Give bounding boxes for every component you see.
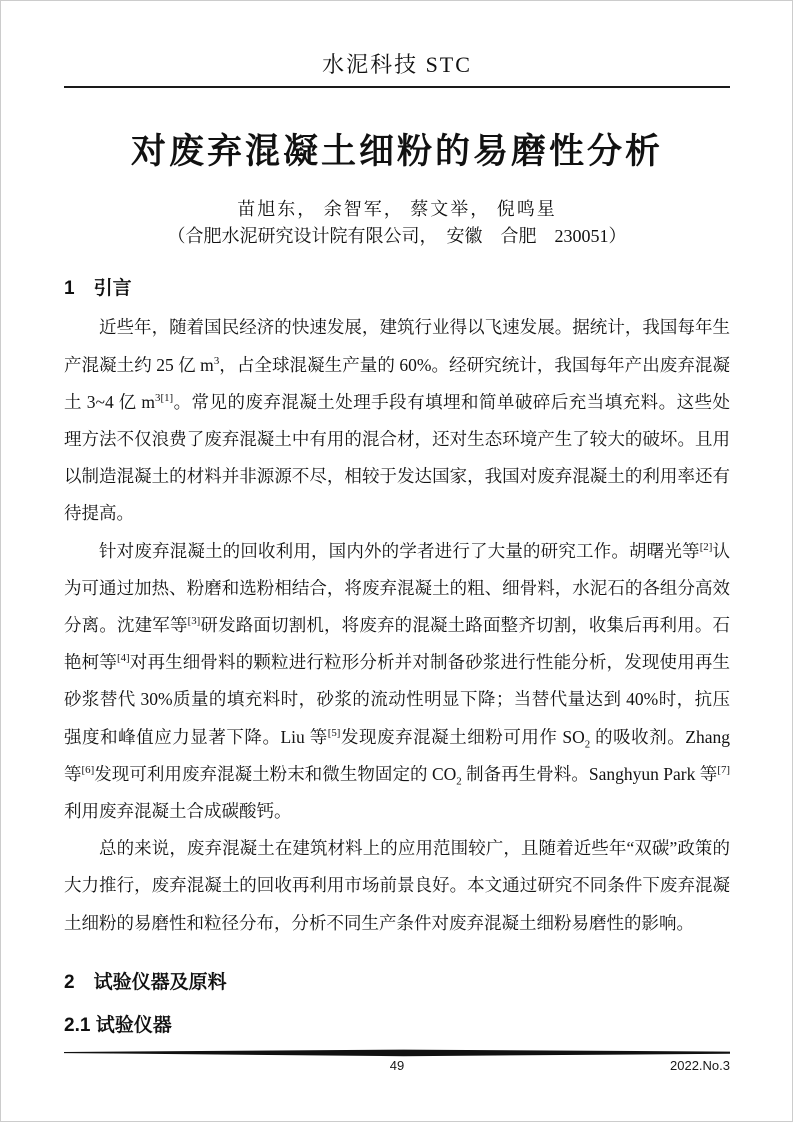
subsection-heading-instruments: 2.1 试验仪器 <box>64 1014 172 1036</box>
authors-line: 苗旭东， 余智军， 蔡文举， 倪鸣星 <box>237 199 557 220</box>
section-heading-introduction: 1 引言 <box>64 278 132 300</box>
page-footer <box>64 1049 730 1076</box>
intro-paragraph-3: 总的来说，废弃混凝土在建筑材料上的应用范围较广，且随着近些年“双碳”政策的大力推行，废弃混凝土的回收再利用市场前景良好。本文通过研究不同条件下废弃混凝土细粉的易磨性和粒径分布，分析不同生产条件对废弃混凝土细粉易磨性的影响。 <box>64 838 730 933</box>
footer-tapered-rule <box>64 1049 730 1057</box>
journal-name: 水泥科技 STC <box>322 52 472 77</box>
issue-number: 2022.No.3 <box>670 1058 730 1073</box>
page-content <box>64 1 730 1041</box>
intro-paragraph-2: 针对废弃混凝土的回收利用，国内外的学者进行了大量的研究工作。胡曙光等[2]认为可通过加热、粉磨和选粉相结合，将废弃混凝土的粗、细骨料，水泥石的各组分高效分离。沈建军等[3]研发路面切割机，将废弃的混凝土路面整齐切割，收集后再利用。石艳柯等[4]对再生细骨料的颗粒进行粒形分析并对制备砂浆进行性能分析，发现使用再生砂浆替代 30%质量的填充料时，砂浆的流动性明显下降；当替代量达到 40%时，抗压强度和峰值应力显著下降。Liu 等[5]发现废弃混凝土细粉可用作 $SO_2$ 的吸收剂。Zhang 等[6]发现可利用废弃混凝土粉末和微生物固定的 $CO_2$ 制备再生骨料。Sanghyun Park 等[7]利用废弃混凝土合成碳酸钙。 <box>64 540 731 822</box>
journal-running-head <box>64 1 730 88</box>
page-number: 49 <box>389 1058 405 1073</box>
affiliation-line: （合肥水泥研究设计院有限公司， 安徽 合肥 230051） <box>167 226 627 247</box>
article-title: 对废弃混凝土细粉的易磨性分析 <box>130 132 663 171</box>
footer-row <box>64 1058 730 1076</box>
intro-paragraph-1: 近些年，随着国民经济的快速发展，建筑行业得以飞速发展。据统计，我国每年生产混凝土约 25 亿 $m^3$，占全球混凝生产量的 60%。经研究统计，我国每年产出废弃混凝土 3~4 亿 $m^{3[1]}$。常见的废弃混凝土处理手段有填埋和简单破碎后充当填充料。这些处理方法不仅浪费了废弃混凝土中有用的混合材，还对生态环境产生了较大的破坏。且用以制造混凝土的材料并非源源不尽，相较于发达国家，我国对废弃混凝土的利用率还有待提高。 <box>64 317 730 524</box>
section-heading-experiment: 2 试验仪器及原料 <box>64 971 227 993</box>
